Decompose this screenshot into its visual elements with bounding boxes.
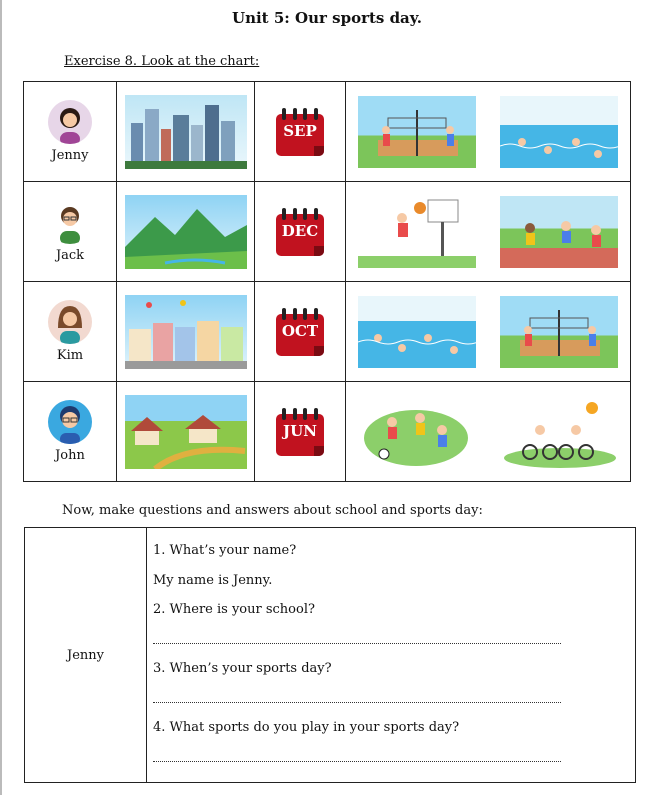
village-icon xyxy=(125,395,247,469)
basketball-icon xyxy=(358,196,476,268)
avatar xyxy=(48,300,92,344)
avatar xyxy=(48,400,92,444)
person-name: John xyxy=(55,448,85,463)
question-4: 4. What sports do you play in your sports day? xyxy=(153,720,460,735)
qa-person-name: Jenny xyxy=(25,528,147,783)
answer-3-blank[interactable] xyxy=(147,684,635,714)
avatar xyxy=(48,100,92,144)
running-icon xyxy=(500,196,618,268)
swimming-icon xyxy=(358,296,476,368)
town-icon xyxy=(125,295,247,369)
calendar-icon xyxy=(276,108,324,156)
answer-4-blank[interactable] xyxy=(147,743,635,773)
chart-row-jenny xyxy=(24,82,631,182)
cycling-icon xyxy=(500,396,618,468)
answer-1: My name is Jenny. xyxy=(153,572,273,588)
swimming-icon xyxy=(500,96,618,168)
answer-2-blank[interactable] xyxy=(147,625,635,655)
question-3: 3. When’s your sports day? xyxy=(153,661,332,676)
instruction-text: Now, make questions and answers about school and sports day: xyxy=(62,503,483,518)
boy-avatar-icon xyxy=(48,400,92,444)
month-label: OCT xyxy=(276,314,324,356)
badminton-icon xyxy=(358,96,476,168)
badminton-icon xyxy=(500,296,618,368)
avatar xyxy=(48,200,92,244)
person-name: Jack xyxy=(55,248,85,263)
calendar-icon xyxy=(276,408,324,456)
mountains-icon xyxy=(125,195,247,269)
girl-avatar-icon xyxy=(48,100,92,144)
chart-row-john xyxy=(24,382,631,482)
girl-avatar-icon xyxy=(48,300,92,344)
qa-table xyxy=(24,527,636,783)
page-edge xyxy=(0,0,2,795)
chart-row-kim xyxy=(24,282,631,382)
page-title: Unit 5: Our sports day. xyxy=(232,9,422,27)
boy-avatar-icon xyxy=(48,200,92,244)
sports-chart xyxy=(23,81,631,482)
person-name: Kim xyxy=(56,348,84,363)
calendar-icon xyxy=(276,308,324,356)
month-label: SEP xyxy=(276,114,324,156)
person-name: Jenny xyxy=(51,148,89,163)
month-label: JUN xyxy=(276,414,324,456)
football-icon xyxy=(358,396,476,468)
question-1: 1. What’s your name? xyxy=(153,543,297,558)
question-2: 2. Where is your school? xyxy=(153,602,315,617)
chart-row-jack xyxy=(24,182,631,282)
calendar-icon xyxy=(276,208,324,256)
exercise-label: Exercise 8. Look at the chart: xyxy=(64,54,260,69)
month-label: DEC xyxy=(276,214,324,256)
city-icon xyxy=(125,95,247,169)
